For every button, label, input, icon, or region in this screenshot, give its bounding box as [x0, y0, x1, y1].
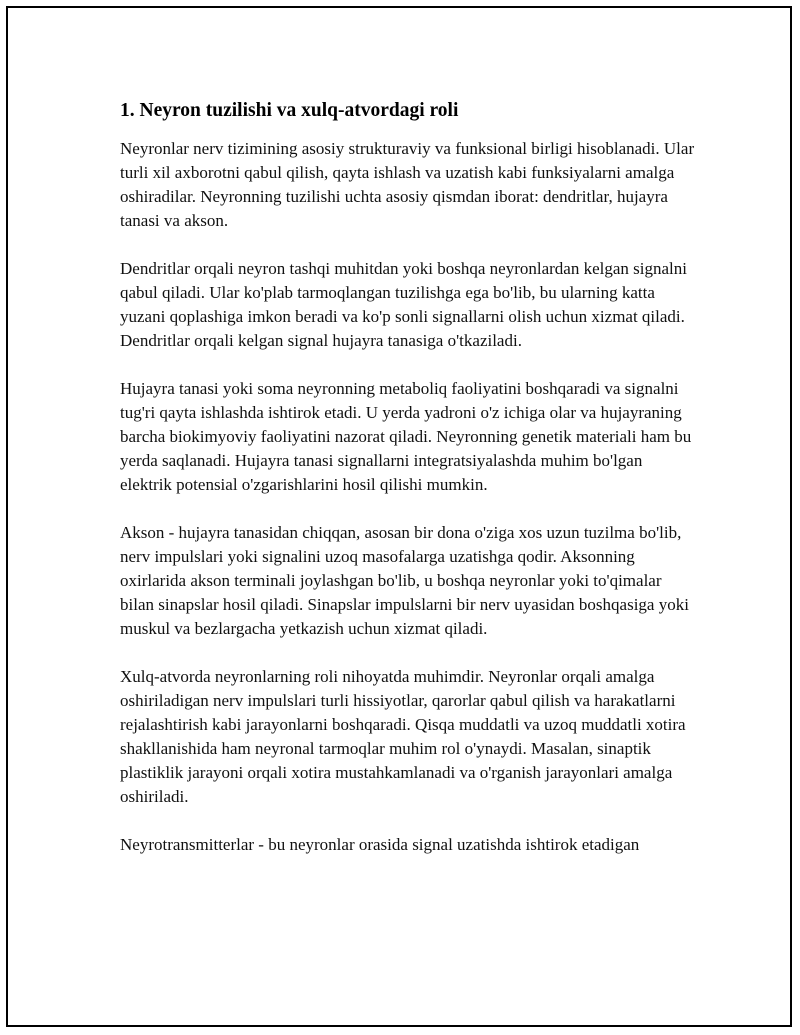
section-heading: 1. Neyron tuzilishi va xulq-atvordagi roli: [120, 100, 459, 121]
paragraph-cell-body: Hujayra tanasi yoki soma neyronning metaboliq faoliyatini boshqaradi va signalni tug'ri qayta ishlashda ishtirok etadi. U yerda yadroni o'z ichiga olar va hujayraning barcha biokimyoviy faoliyatini nazorat qiladi. Neyronning genetik materiali ham bu yerda saqlanadi. Hujayra tanasi signallarni integratsiyalashda muhim bo'lgan elektrik potensial o'zgarishlarini hosil qilishi mumkin.: [120, 379, 692, 494]
paragraph-dendrites: Dendritlar orqali neyron tashqi muhitdan yoki boshqa neyronlardan kelgan signalni qabul qiladi. Ular ko'plab tarmoqlangan tuzilishga ega bo'lib, bu ularning katta yuzani qoplashiga imkon beradi va ko'p sonli signallarni olish uchun xizmat qiladi. Dendritlar orqali kelgan signal hujayra tanasiga o'tkaziladi.: [120, 259, 688, 350]
paragraph-axon: Akson - hujayra tanasidan chiqqan, asosan bir dona o'ziga xos uzun tuzilma bo'lib, nerv impulslari yoki signalini uzoq masofalarga uzatishga qodir. Aksonning oxirlarida akson terminali joylashgan bo'lib, u boshqa neyronlar yoki to'qimalar bilan sinapslar hosil qiladi. Sinapslar impulslarni bir nerv uyasidan boshqasiga yoki muskul va bezlargacha yetkazish uchun xizmat qiladi.: [120, 523, 689, 638]
document-page: [6, 6, 792, 1027]
paragraph-behavior: Xulq-atvorda neyronlarning roli nihoyatda muhimdir. Neyronlar orqali amalga oshiriladigan nerv impulslari turli hissiyotlar, qarorlar qabul qilish va harakatlarni rejalashtirish kabi jarayonlarni boshqaradi. Qisqa muddatli va uzoq muddatli xotira shakllanishida ham neyronal tarmoqlar muhim rol o'ynaydi. Masalan, sinaptik plastiklik jarayoni orqali xotira mustahkamlanadi va o'rganish jarayonlari amalga oshiriladi.: [120, 667, 686, 806]
paragraph-neurotransmitters: Neyrotransmitterlar - bu neyronlar orasida signal uzatishda ishtirok etadigan: [120, 835, 640, 854]
paragraph-intro: Neyronlar nerv tizimining asosiy strukturaviy va funksional birligi hisoblanadi. Ular turli xil axborotni qabul qilish, qayta ishlash va uzatish kabi funksiyalarni amalga oshiradilar. Neyronning tuzilishi uchta asosiy qismdan iborat: dendritlar, hujayra tanasi va akson.: [120, 139, 695, 230]
document-content: [120, 98, 695, 881]
